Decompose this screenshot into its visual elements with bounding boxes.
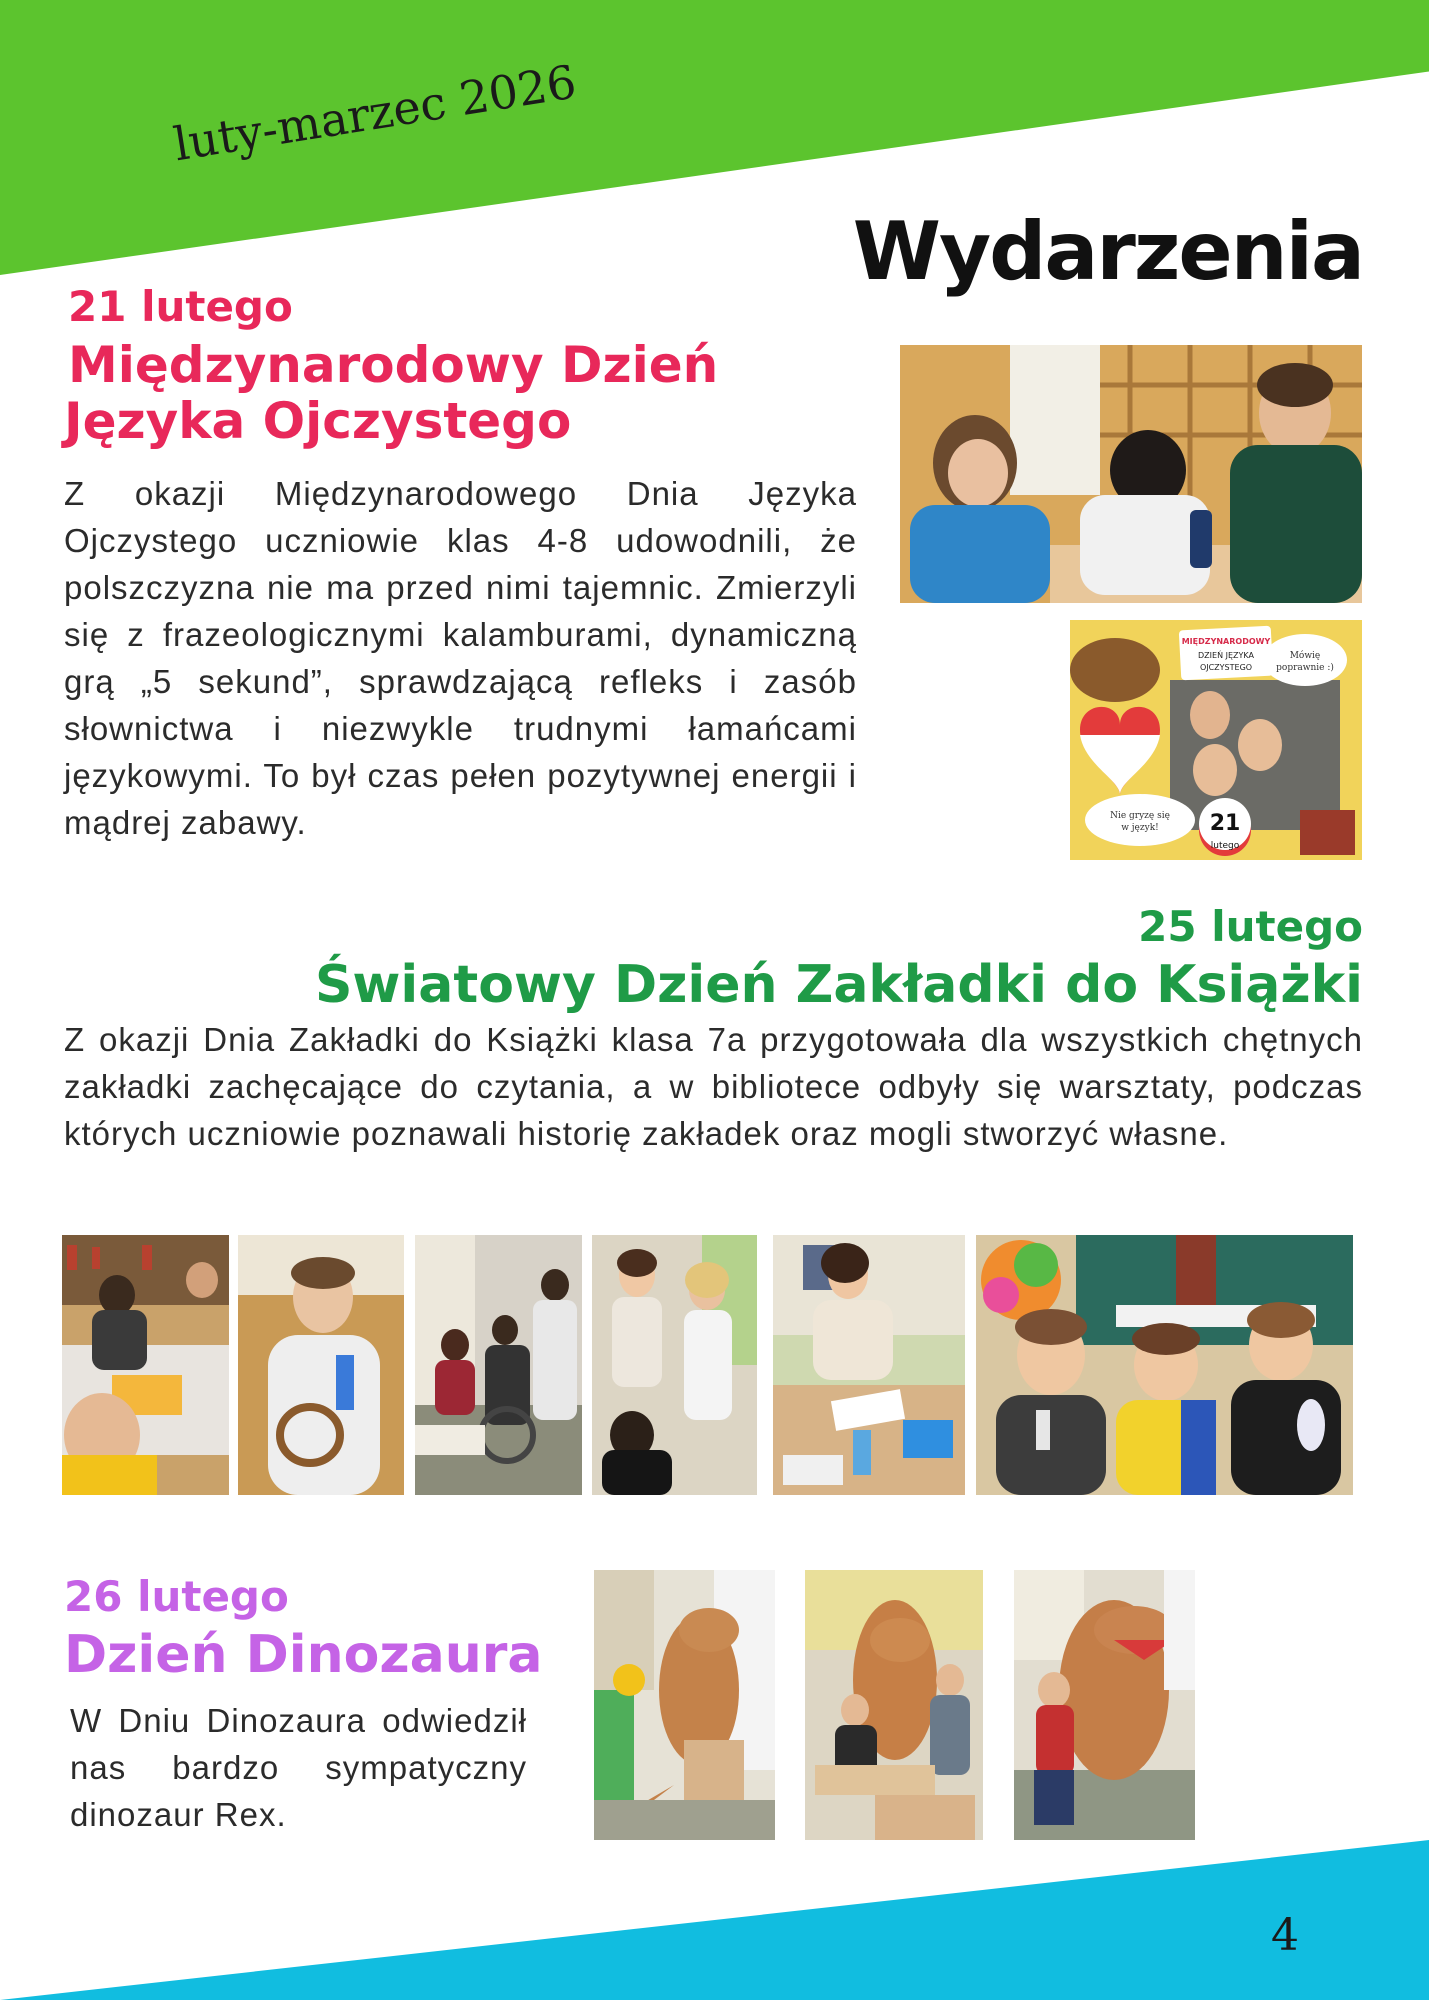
photo-bookmark-exchange [592, 1235, 757, 1495]
svg-text:DZIEŃ JĘZYKA: DZIEŃ JĘZYKA [1198, 651, 1254, 660]
bottom-cyan-banner [0, 1840, 1429, 2000]
svg-text:OJCZYSTEGO: OJCZYSTEGO [1199, 663, 1253, 672]
event-title: Międzynarodowy Dzień [68, 336, 719, 394]
photo-dinosaur-students [805, 1570, 983, 1840]
photo-dinosaur-hug [1014, 1570, 1195, 1840]
event-description: Z okazji Dnia Zakładki do Książki klasa 7a przygotowała dla wszystkich chętnych zakładki zachęcające do czytania, a w bibliotece odbyły się warsztaty, podczas których uczniowie poznawali historię zakładek oraz mogli stworzyć własne. [64, 1021, 1363, 1152]
svg-text:w język!: w język! [1121, 823, 1159, 833]
svg-text:lutego: lutego [1210, 841, 1240, 851]
svg-text:Mówię: Mówię [1289, 651, 1321, 661]
event-title: Dzień Dinozaura [64, 1625, 543, 1685]
event-description: W Dniu Dinozaura odwiedził nas bardzo sympatyczny dinozaur Rex. [70, 1702, 527, 1833]
svg-text:MIĘDZYNARODOWY: MIĘDZYNARODOWY [1181, 637, 1271, 646]
page-number: 4 [1271, 1910, 1299, 1961]
photo-dinosaur-classroom [594, 1570, 775, 1840]
photo-corridor-activity [415, 1235, 582, 1495]
event-title: Światowy Dzień Zakładki do Książki [314, 955, 1363, 1015]
svg-text:Nie gryzę się: Nie gryzę się [1110, 811, 1170, 821]
event-title: Języka Ojczystego [64, 392, 572, 450]
event-date: 21 lutego [68, 282, 293, 331]
svg-text:poprawnie :): poprawnie :) [1276, 663, 1334, 673]
photo-bookmark-table [773, 1235, 965, 1495]
photo-boy-bookmark [238, 1235, 404, 1495]
page-title: Wydarzenia [852, 205, 1363, 298]
photo-three-boys [976, 1235, 1353, 1495]
event-date: 26 lutego [64, 1572, 289, 1621]
svg-text:21: 21 [1209, 811, 1241, 836]
issue-date: luty-marzec 2026 [170, 54, 580, 172]
photo-students-game [900, 345, 1362, 603]
event-date: 25 lutego [1138, 902, 1363, 951]
photo-tongue-twister-frame [1070, 620, 1362, 860]
event-description: Z okazji Międzynarodowego Dnia Języka Ojczystego uczniowie klas 4-8 udowodnili, że polszczyzna nie ma przed nimi tajemnic. Zmierzyli się z frazeologicznymi kalamburami, dynamiczną grą „5 sekund”, sprawdzającą refleks i zasób słownictwa i niezwykle trudnymi łamańcami językowymi. To był czas pełen pozytywnej energii i mądrej zabawy. [64, 475, 857, 841]
photo-library-workshop [62, 1235, 229, 1495]
